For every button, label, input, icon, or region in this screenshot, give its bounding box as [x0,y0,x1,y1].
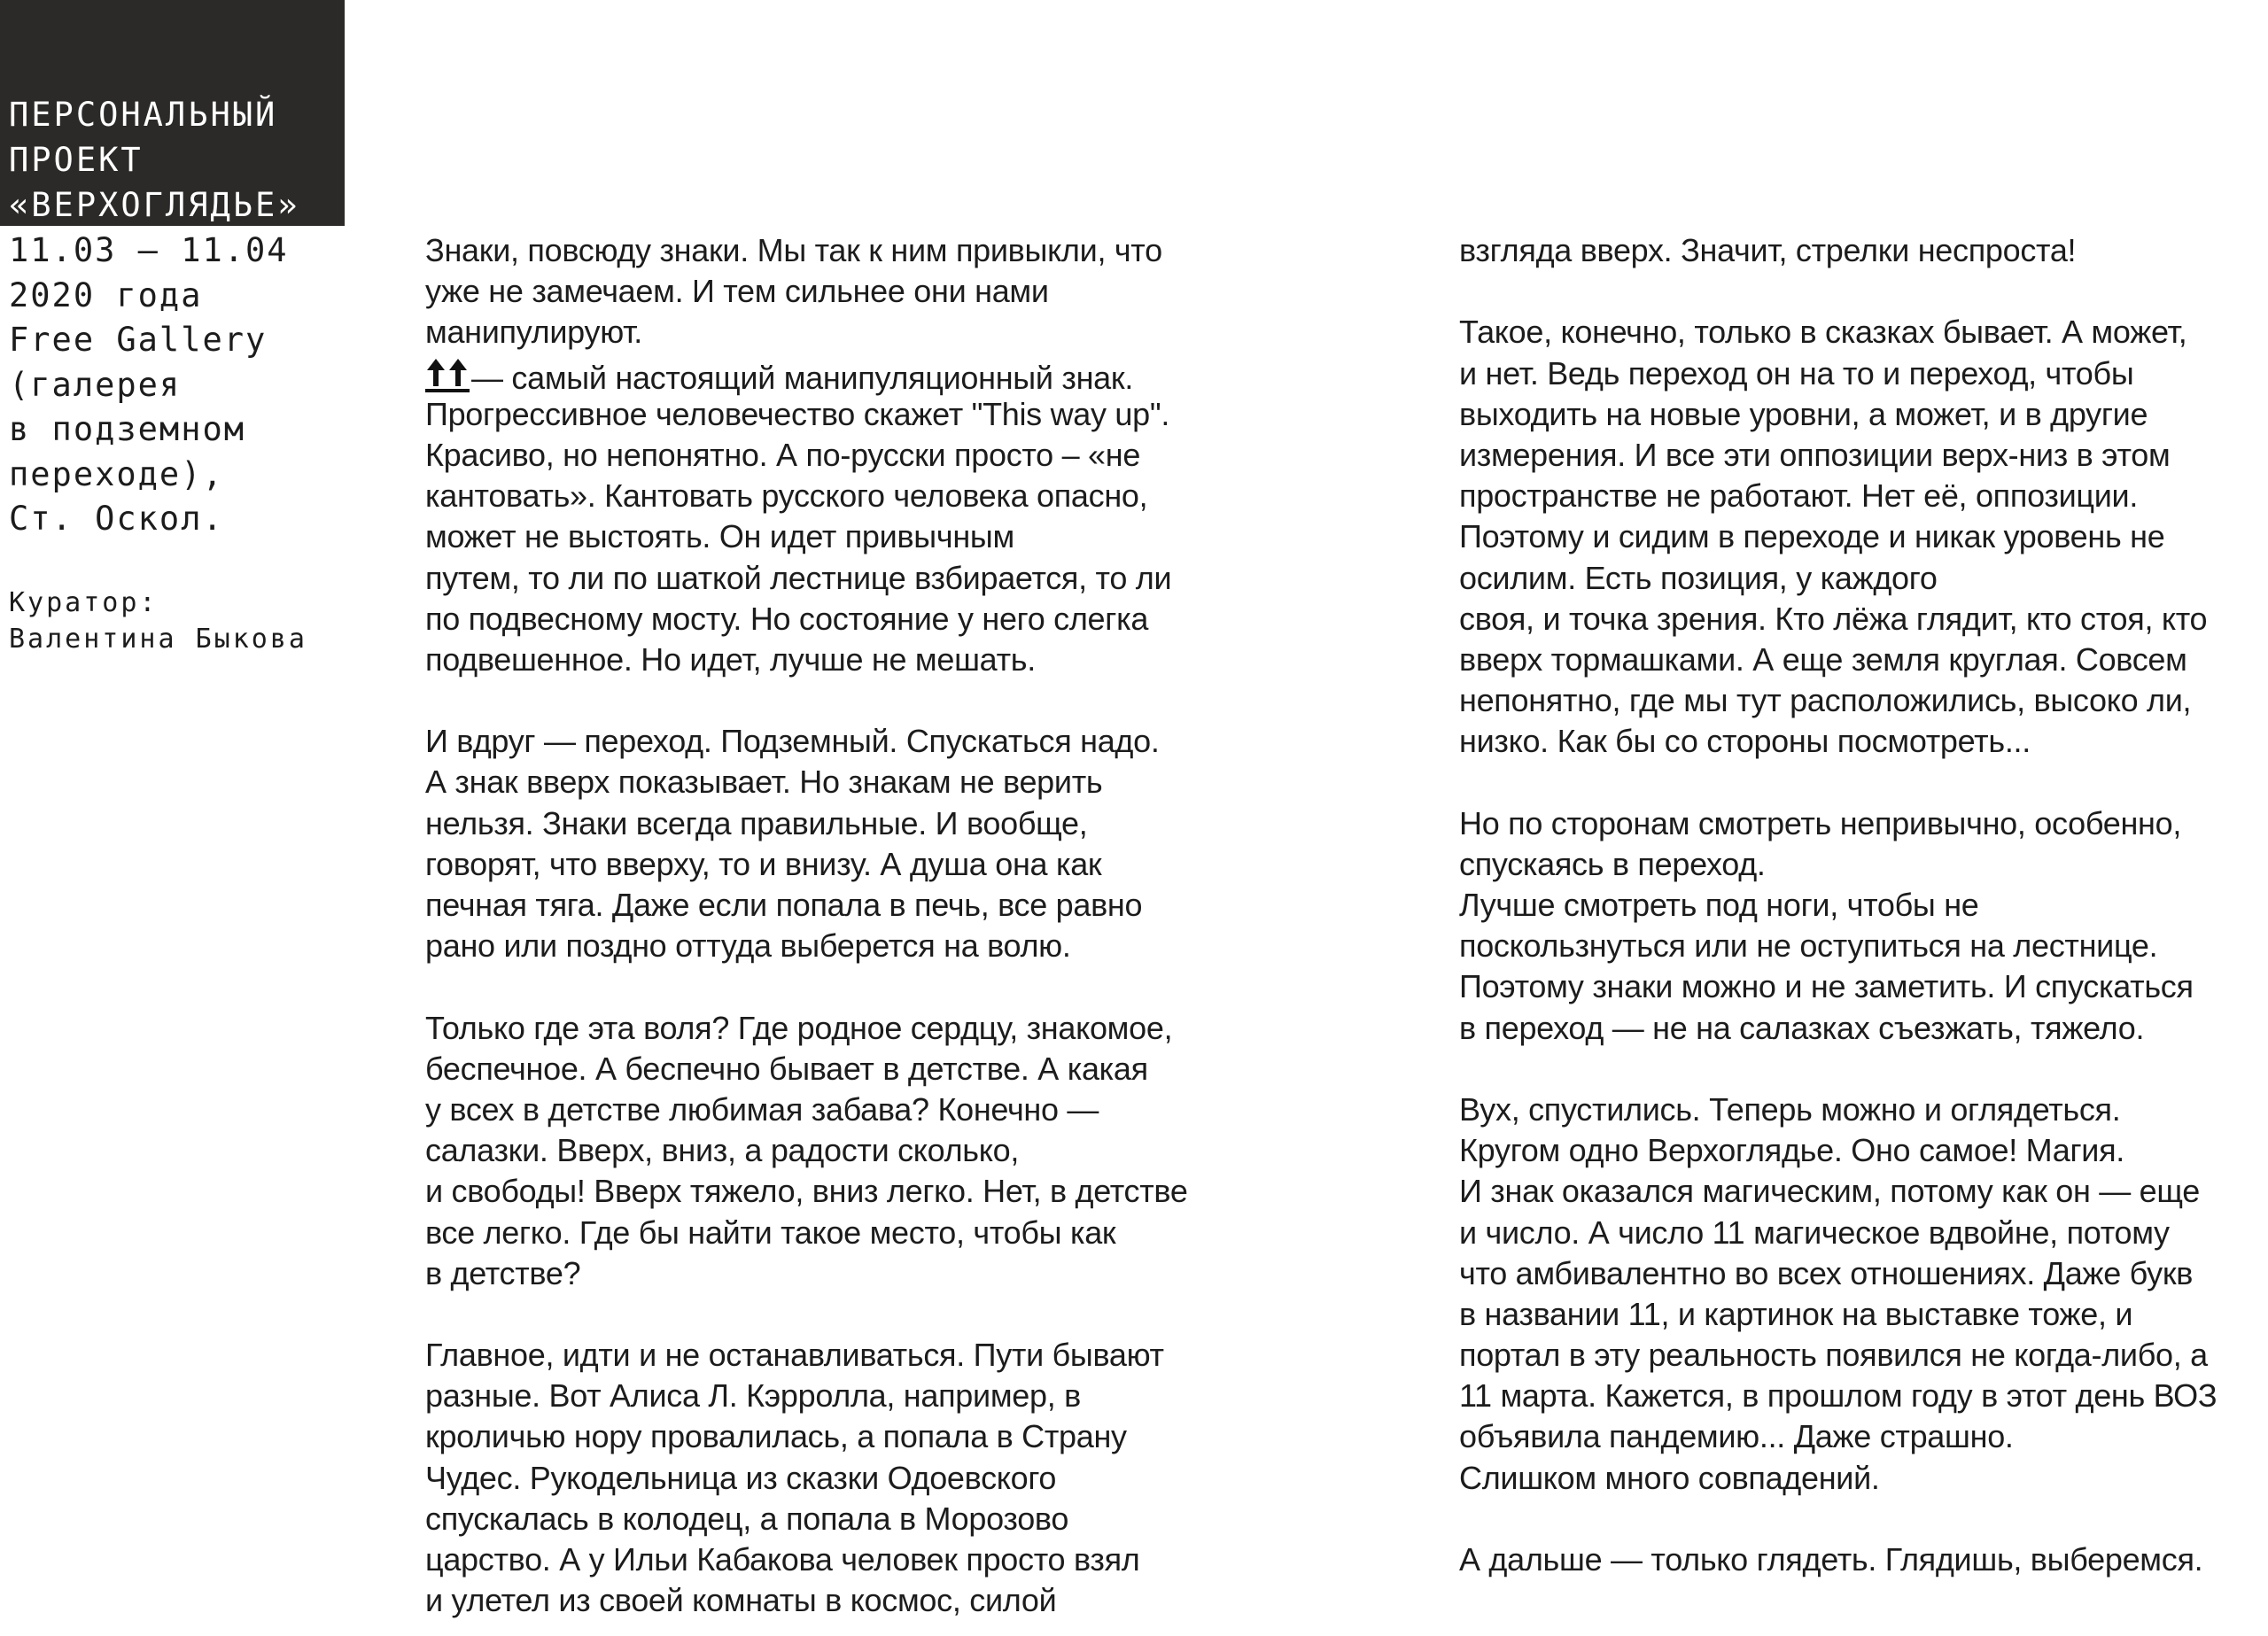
text-line: своя, и точка зрения. Кто лёжа глядит, кто стоя, кто [1459,600,2208,637]
text-line: и свободы! Вверх тяжело, вниз легко. Нет, в детстве [425,1173,1188,1210]
text-line: Слишком много совпадений. [1459,1459,1880,1496]
paragraph-gap [1459,271,2256,312]
text-line: измерения. И все эти оппозиции верх-низ в этом [1459,436,2171,473]
text-line: поскользнуться или не оступиться на лестнице. [1459,927,2158,965]
text-line: спускалась в колодец, а попала в Морозово [425,1500,1069,1537]
text-line: выходить на новые уровни, а может, и в другие [1459,395,2148,432]
text-line: подвешенное. Но идет, лучше не мешать. [425,640,1036,678]
text-line: спускаясь в переход. [1459,845,1766,882]
text-column-2 [1459,230,2256,1580]
text-line: И вдруг — переход. Подземный. Спускаться надо. [425,723,1160,760]
curator-info [9,585,337,657]
text-line: низко. Как бы со стороны посмотреть... [1459,723,2031,760]
text-line: пространстве не работают. Нет её, оппозиции. [1459,477,2139,515]
text-line: кроличью нору провалилась, а попала в Страну [425,1418,1127,1455]
text-line: разные. Вот Алиса Л. Кэрролла, например, в [425,1377,1081,1415]
text-line: печная тяга. Даже если попала в печь, все равно [425,887,1143,923]
text-line: взгляда вверх. Значит, стрелки неспроста! [1459,232,2077,268]
curator-label: Куратор: [9,587,159,618]
text-line-content: — самый настоящий манипуляционный знак. [471,359,1134,396]
text-line: кантовать». Кантовать русского человека опасно, [425,477,1148,515]
exhibition-info-line: в подземном [9,410,246,448]
exhibition-info-line: (галерея [9,365,182,404]
text-line: Кругом одно Верхоглядье. Оно самое! Магия. [1459,1132,2125,1169]
text-line: Поэтому и сидим в переходе и никак уровень не [1459,518,2165,555]
text-line: может не выстоять. Он идет привычным [425,518,1014,555]
text-line: все легко. Где бы найти такое место, чтобы как [425,1213,1116,1251]
curator-name: Валентина Быкова [9,624,307,655]
exhibition-info-line: Free Gallery [9,321,268,359]
project-title-line: «ВЕРХОГЛЯДЬЕ» [9,186,300,224]
text-line: и улетел из своей комнаты в космос, силой [425,1582,1057,1619]
text-line: в детстве? [425,1254,581,1291]
project-title-line: ПРОЕКТ [9,141,144,179]
text-line: Такое, конечно, только в сказках бывает. А может, [1459,314,2187,351]
text-line: манипулируют. [425,314,643,351]
text-line: беспечное. А беспечно бывает в детстве. А какая [425,1050,1148,1087]
text-line: Прогрессивное человечество скажет "This way up". [425,395,1170,432]
text-line: говорят, что вверху, то и внизу. А душа она как [425,845,1102,882]
text-line: И знак оказался магическим, потому как он — еще [1459,1173,2201,1210]
text-line: Лучше смотреть под ноги, чтобы не [1459,887,1979,923]
text-line: Красиво, но непонятно. А по-русски просто – «не [425,436,1141,473]
paragraph-gap [1459,762,2256,802]
text-line: нельзя. Знаки всегда правильные. И вообще, [425,804,1088,841]
project-title-block [0,0,345,226]
exhibition-info-line: переходе), [9,454,224,493]
text-line: А знак вверх показывает. Но знакам не верить [425,764,1103,801]
paragraph-gap [425,1294,1258,1335]
paragraph-gap [425,680,1258,721]
text-line: вверх тормашками. А еще земля круглая. Совсем [1459,640,2187,678]
text-line: 11 марта. Кажется, в прошлом году в этот день ВОЗ [1459,1377,2218,1415]
text-line: и нет. Ведь переход он на то и переход, чтобы [1459,354,2134,392]
text-line: в переход — не на салазках съезжать, тяжело. [1459,1009,2145,1046]
text-line: путем, то ли по шаткой лестнице взбирается, то ли [425,559,1172,596]
text-line: и число. А число 11 магическое вдвойне, потому [1459,1213,2170,1251]
text-line: что амбивалентно во всех отношениях. Даже букв [1459,1254,2194,1291]
this-way-up-arrows-icon [425,353,470,389]
text-line: Вух, спустились. Теперь можно и оглядеться. [1459,1090,2121,1128]
text-line: А дальше — только глядеть. Глядишь, выберемся. [1459,1541,2203,1578]
text-line: Знаки, повсюду знаки. Мы так к ним привыкли, что [425,232,1162,268]
text-line: в названии 11, и картинок на выставке тоже, и [1459,1295,2133,1332]
exhibition-info-line: 11.03 — 11.04 [9,231,289,269]
text-line: салазки. Вверх, вниз, а радости сколько, [425,1132,1020,1169]
text-line: осилим. Есть позиция, у каждого [1459,559,1938,596]
text-column-1 [425,230,1258,1621]
text-line: Поэтому знаки можно и не заметить. И спускаться [1459,968,2194,1005]
text-line-with-sign [425,353,1258,394]
text-line: портал в эту реальность появился не когда-либо, а [1459,1337,2208,1374]
exhibition-info-line: 2020 года [9,275,203,314]
project-title-line: ПЕРСОНАЛЬНЫЙ [9,96,278,134]
text-line: Главное, идти и не останавливаться. Пути бывают [425,1337,1164,1374]
text-line: непонятно, где мы тут расположились, высоко ли, [1459,682,2192,719]
exhibition-info-line: Ст. Оскол. [9,500,224,538]
text-line: Только где эта воля? Где родное сердцу, знакомое, [425,1009,1173,1046]
text-line: Но по сторонам смотреть непривычно, особенно, [1459,804,2182,841]
paragraph-gap [1459,1499,2256,1539]
text-line: рано или поздно оттуда выберется на волю. [425,927,1071,965]
paragraph-gap [425,966,1258,1007]
text-line: уже не замечаем. И тем сильнее они нами [425,273,1049,310]
text-line: у всех в детстве любимая забава? Конечно — [425,1090,1099,1128]
text-line: по подвесному мосту. Но состояние у него слегка [425,600,1149,637]
text-line: царство. А у Ильи Кабакова человек просто взял [425,1541,1140,1578]
text-line: объявила пандемию... Даже страшно. [1459,1418,2014,1455]
text-line: Чудес. Рукодельница из сказки Одоевского [425,1459,1057,1496]
exhibition-info [9,229,337,542]
paragraph-gap [1459,1049,2256,1089]
